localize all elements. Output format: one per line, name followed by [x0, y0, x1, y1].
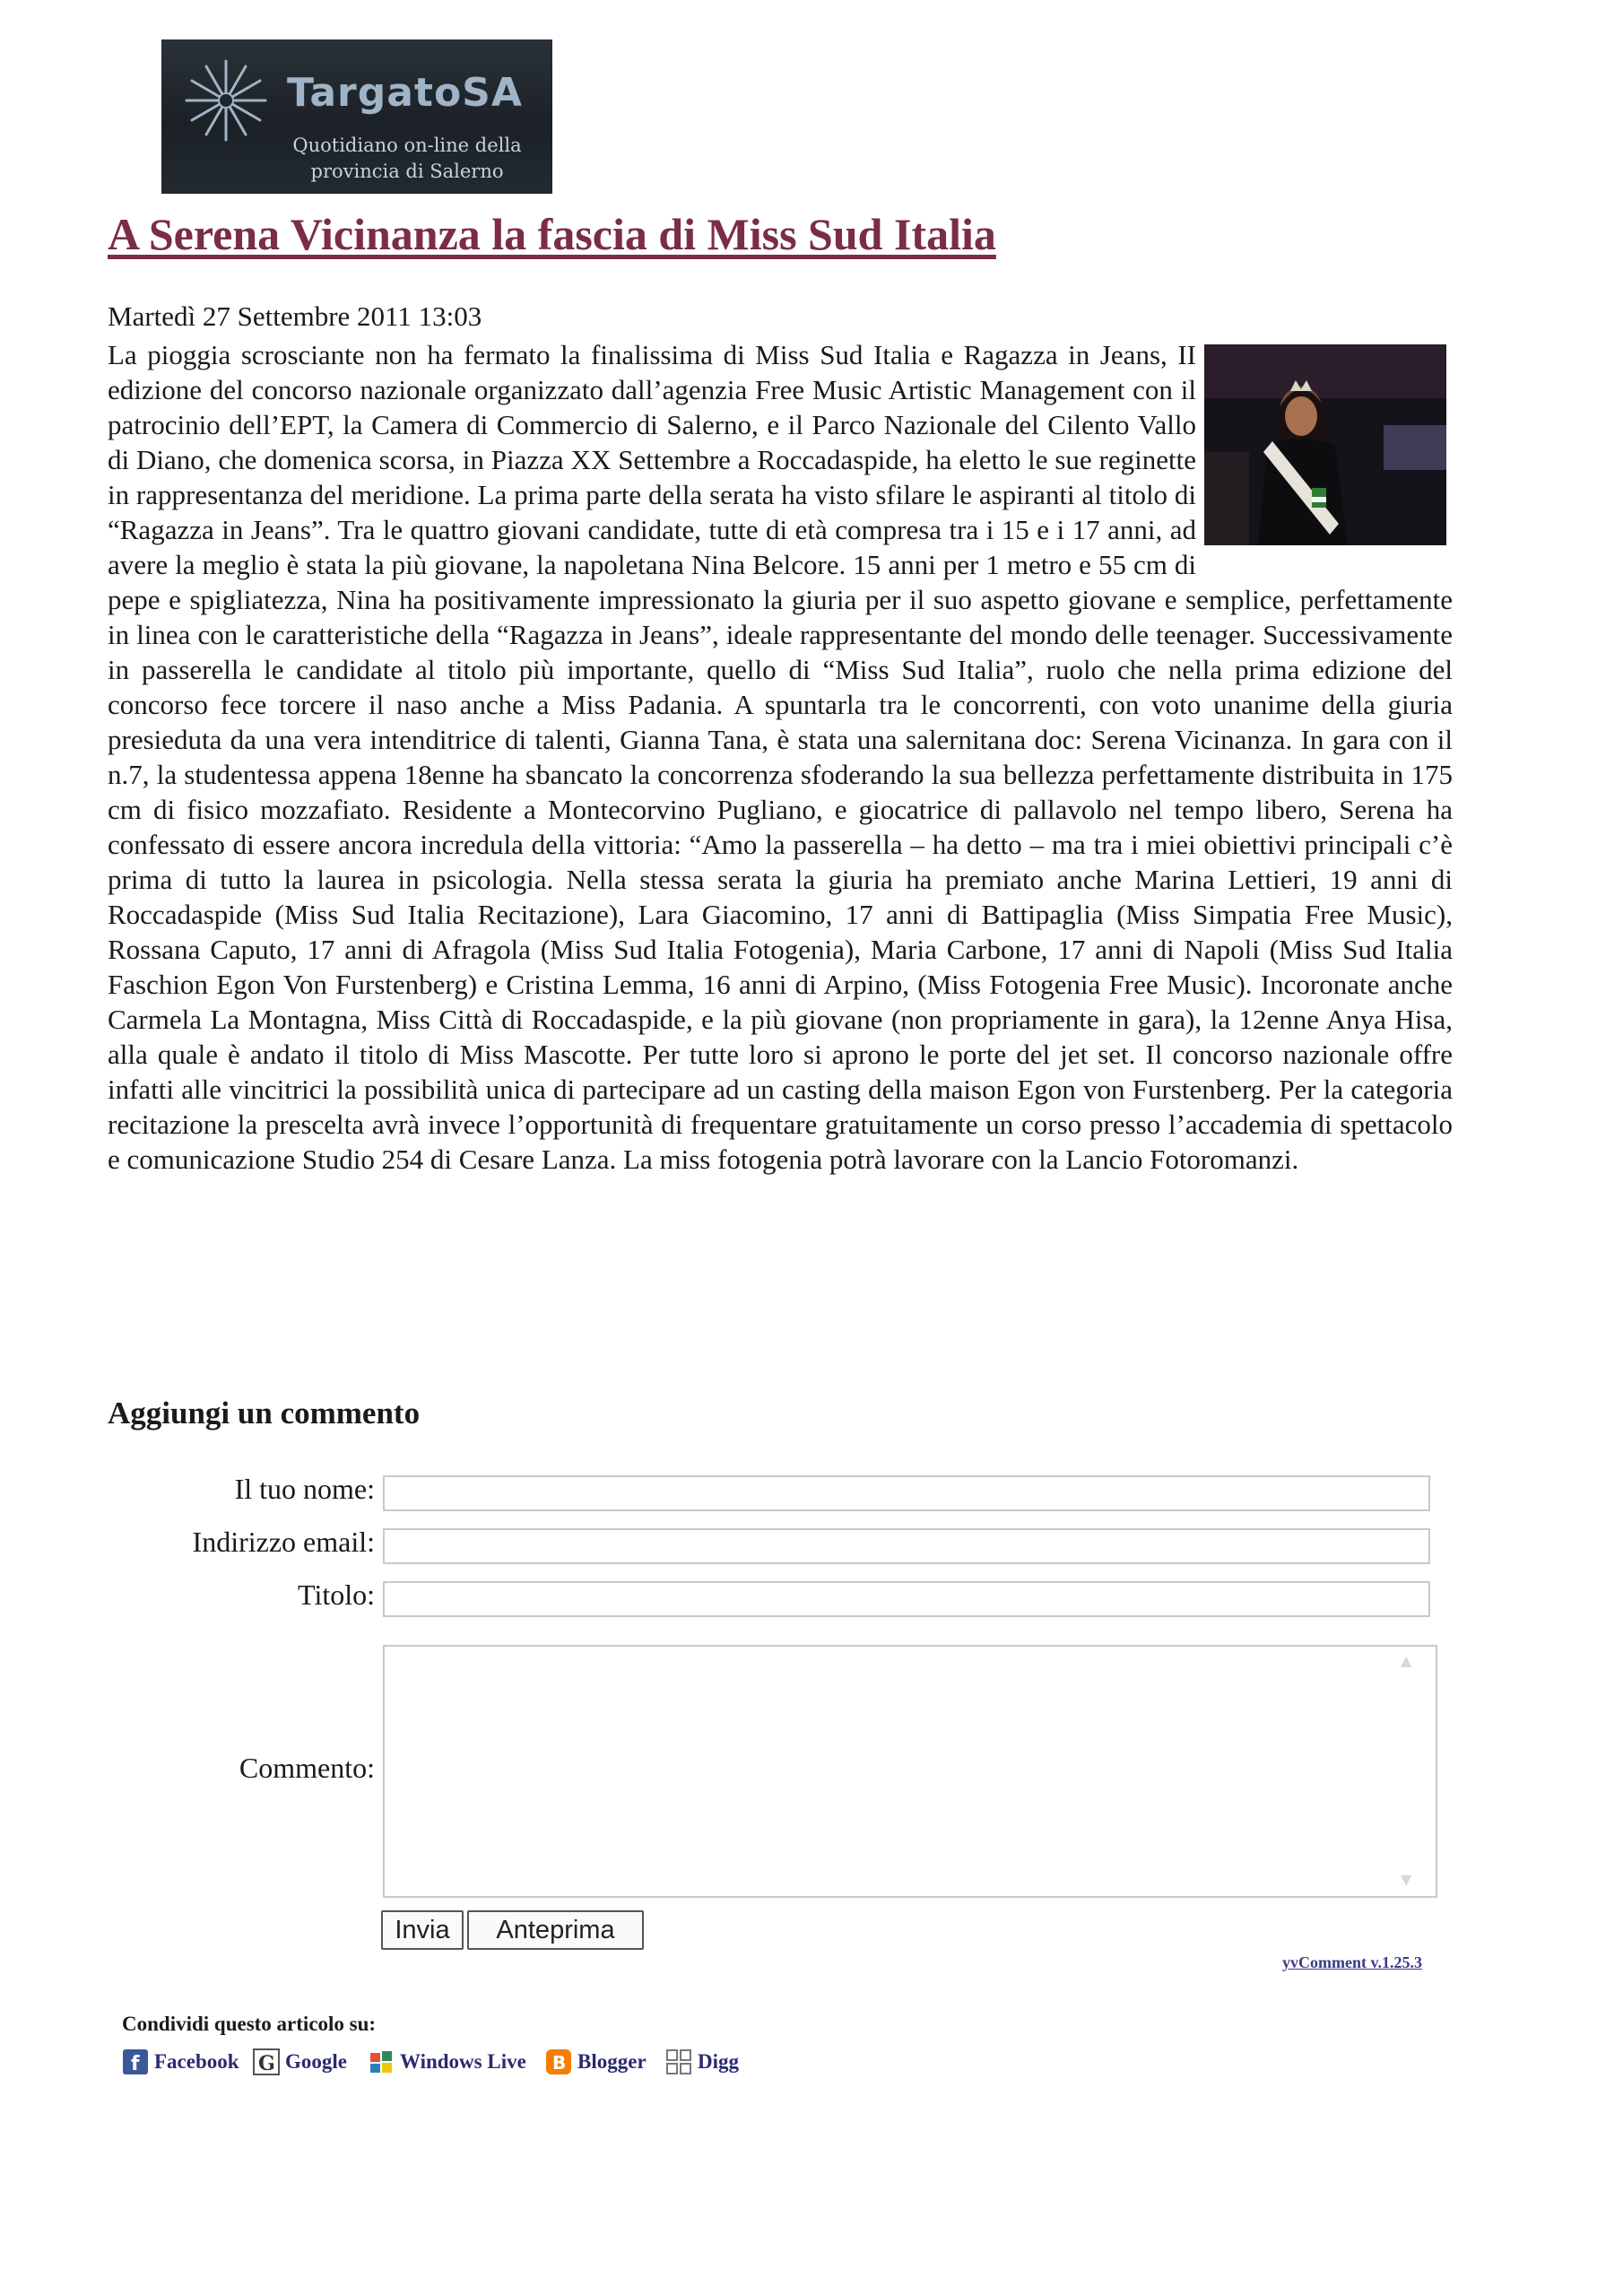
submit-button[interactable]: Invia	[381, 1910, 464, 1950]
blogger-icon	[545, 2048, 572, 2075]
windows-live-icon	[368, 2048, 395, 2075]
svg-text:G: G	[258, 2052, 275, 2075]
site-logo[interactable]	[161, 39, 552, 194]
scroll-up-icon[interactable]: ▲	[1401, 1652, 1412, 1669]
scroll-down-icon[interactable]: ▼	[1401, 1871, 1412, 1888]
yvcomment-version-link[interactable]: yvComment v.1.25.3	[1282, 1953, 1422, 1971]
article-body	[108, 337, 1453, 1177]
google-icon	[253, 2048, 280, 2075]
svg-text:B: B	[552, 2052, 567, 2074]
preview-button[interactable]: Anteprima	[467, 1910, 644, 1950]
article-title[interactable]: A Serena Vicinanza la fascia di Miss Sud Italia	[108, 209, 996, 259]
article-text: La pioggia scrosciante non ha fermato la finalissima di Miss Sud Italia e Ragazza in Jeans, II edizione del concorso nazionale organizzato dall’agenzia Free Music Artistic Management con il patrocinio dell’EPT, la Camera di Commercio di Salerno, e il Parco Nazionale del Cilento Vallo di Diano, che domenica scorsa, in Piazza XX Settembre a Roccadaspide, ha eletto le sue reginette in rappresentanza del meridione. La prima parte della serata ha visto sfilare le aspiranti al titolo di “Ragazza in Jeans”. Tra le quattro giovani candidate, tutte di età compresa tra i 15 e i 17 anni, ad avere la meglio è stata la più giovane, la napoletana Nina Belcore. 15 anni per 1 metro e 55 cm di pepe e spigliatezza, Nina ha positivamente impressionato la giuria per il suo aspetto giovane e semplice, perfettamente in linea con le caratteristiche della “Ragazza in Jeans”, ideale rappresentante del mondo delle teenager. Successivamente in passerella le candidate al titolo più importante, quello di “Miss Sud Italia”, ruolo che nella prima edizione del concorso fece torcere il naso anche a Miss Padania. A spuntarla tra le concorrenti, con voto unanime della giuria presieduta da una vera intenditrice di talenti, Gianna Tana, è stata una salernitana doc: Serena Vicinanza. In gara con il n.7, la studentessa appena 18enne ha sbancato la concorrenza sfoderando la sua bellezza perfettamente distribuita in 175 cm di fisico mozzafiato. Residente a Montecorvino Pugliano, e giocatrice di pallavolo nel tempo libero, Serena ha confessato di essere ancora incredula della vittoria: “Amo la passerella – ha detto – ma tra i miei obiettivi principali c’è prima di tutto la laurea in psicologia. Nella stessa serata la giuria ha premiato anche Marina Lettieri, 19 anni di Roccadaspide (Miss Sud Italia Recitazione), Lara Giacomino, 17 anni di Battipaglia (Miss Simpatia Free Music), Rossana Caputo, 17 anni di Afragola (Miss Sud Italia Fotogenia), Maria Carbone, 17 anni di Napoli (Miss Sud Italia Faschion Egon Von Furstenberg) e Cristina Lemma, 16 anni di Arpino, (Miss Fotogenia Free Music). Incoronate anche Carmela La Montagna, Miss Città di Roccadaspide, e la più giovane (non propriamente in gara), la 12enne Anya Hisa, alla quale è andato il titolo di Miss Mascotte. Per tutte loro si aprono le porte del jet set. Il concorso nazionale offre infatti alle vincitrici la possibilità unica di partecipare ad un casting della maison Egon von Furstenberg. Per la categoria recitazione la prescelta avrà invece l’opportunità di frequentare gratuitamente un corso presso l’accademia di spettacolo e comunicazione Studio 254 di Cesare Lanza. La miss fotogenia potrà lavorare con la Lancio Fotoromanzi.	[108, 339, 1453, 1175]
article-date: Martedì 27 Settembre 2011 13:03	[108, 300, 482, 332]
title-input[interactable]	[383, 1581, 1430, 1617]
name-input[interactable]	[383, 1475, 1430, 1511]
photo-spacer	[1196, 337, 1453, 556]
share-digg-label: Digg	[698, 2050, 739, 2073]
digg-icon	[665, 2048, 692, 2075]
email-input[interactable]	[383, 1528, 1430, 1564]
share-blogger-label: Blogger	[577, 2050, 647, 2073]
facebook-icon	[122, 2048, 149, 2075]
email-label: Indirizzo email:	[192, 1526, 375, 1558]
name-label: Il tuo nome:	[234, 1473, 375, 1505]
logo-name: TargatoSA	[287, 70, 523, 116]
title-label: Titolo:	[298, 1578, 375, 1611]
comment-label: Commento:	[239, 1752, 375, 1784]
share-blogger[interactable]	[545, 2048, 647, 2075]
share-google-label: Google	[285, 2050, 347, 2073]
share-title: Condividi questo articolo su:	[122, 2013, 377, 2035]
sunburst-logo-icon	[181, 56, 271, 145]
share-facebook-label: Facebook	[154, 2050, 239, 2073]
share-windows-live[interactable]	[368, 2048, 526, 2075]
share-windows-live-label: Windows Live	[400, 2050, 526, 2073]
comment-textarea[interactable]	[383, 1645, 1437, 1898]
svg-text:f: f	[131, 2053, 140, 2074]
logo-tagline: Quotidiano on-line della provincia di Salerno	[292, 135, 522, 182]
share-digg[interactable]	[665, 2048, 739, 2075]
comments-heading: Aggiungi un commento	[108, 1396, 421, 1431]
share-facebook[interactable]	[122, 2048, 239, 2075]
share-google[interactable]	[253, 2048, 347, 2075]
